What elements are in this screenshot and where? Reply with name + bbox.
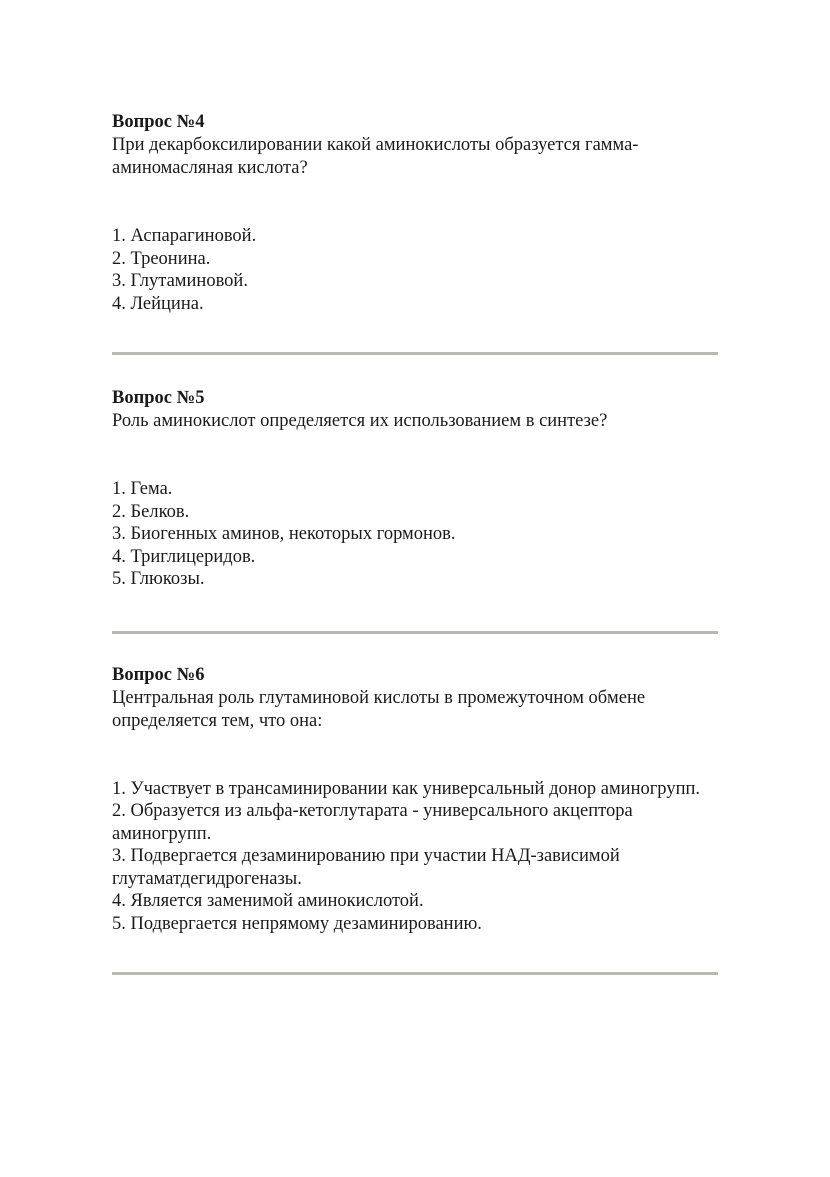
question-heading: Вопрос №4 bbox=[112, 112, 205, 132]
answer-option: 1. Гема. bbox=[112, 479, 173, 499]
section-divider bbox=[112, 631, 718, 634]
answer-option: 3. Глутаминовой. bbox=[112, 271, 248, 291]
answer-option: 2. Белков. bbox=[112, 501, 190, 522]
answer-option: 2. Образуется из альфа-кетоглутарата - универсального акцептора аминогрупп. bbox=[112, 801, 633, 844]
section-divider bbox=[112, 972, 718, 975]
answer-option: 5. Глюкозы. bbox=[112, 569, 205, 589]
answer-option: 3. Подвергается дезаминированию при участии НАД-зависимой глутаматдегидрогеназы. bbox=[112, 846, 620, 889]
answer-option: 3. Биогенных аминов, некоторых гормонов. bbox=[112, 524, 456, 544]
answer-option: 1. Аспарагиновой. bbox=[112, 226, 257, 246]
answer-list bbox=[112, 225, 720, 315]
answer-option: 2. Треонина. bbox=[112, 248, 211, 269]
question-text: Роль аминокислот определяется их использованием в синтезе? bbox=[112, 411, 608, 431]
section-divider bbox=[112, 352, 718, 355]
answer-option: 1. Участвует в трансаминировании как универсальный донор аминогрупп. bbox=[112, 778, 700, 799]
answer-option: 4. Является заменимой аминокислотой. bbox=[112, 891, 424, 911]
question-6 bbox=[112, 664, 720, 936]
question-heading: Вопрос №5 bbox=[112, 388, 205, 408]
question-text: При декарбоксилировании какой аминокислоты образуется гамма-аминомасляная кислота? bbox=[112, 135, 639, 178]
question-4 bbox=[112, 111, 720, 315]
answer-option: 4. Триглицеридов. bbox=[112, 546, 256, 567]
document-page bbox=[112, 111, 720, 975]
answer-list bbox=[112, 478, 720, 591]
answer-list bbox=[112, 778, 720, 936]
question-5 bbox=[112, 387, 720, 591]
question-text: Центральная роль глутаминовой кислоты в промежуточном обмене определяется тем, что она: bbox=[112, 687, 646, 731]
answer-option: 5. Подвергается непрямому дезаминированию. bbox=[112, 913, 482, 934]
answer-option: 4. Лейцина. bbox=[112, 293, 204, 314]
question-heading: Вопрос №6 bbox=[112, 664, 205, 685]
